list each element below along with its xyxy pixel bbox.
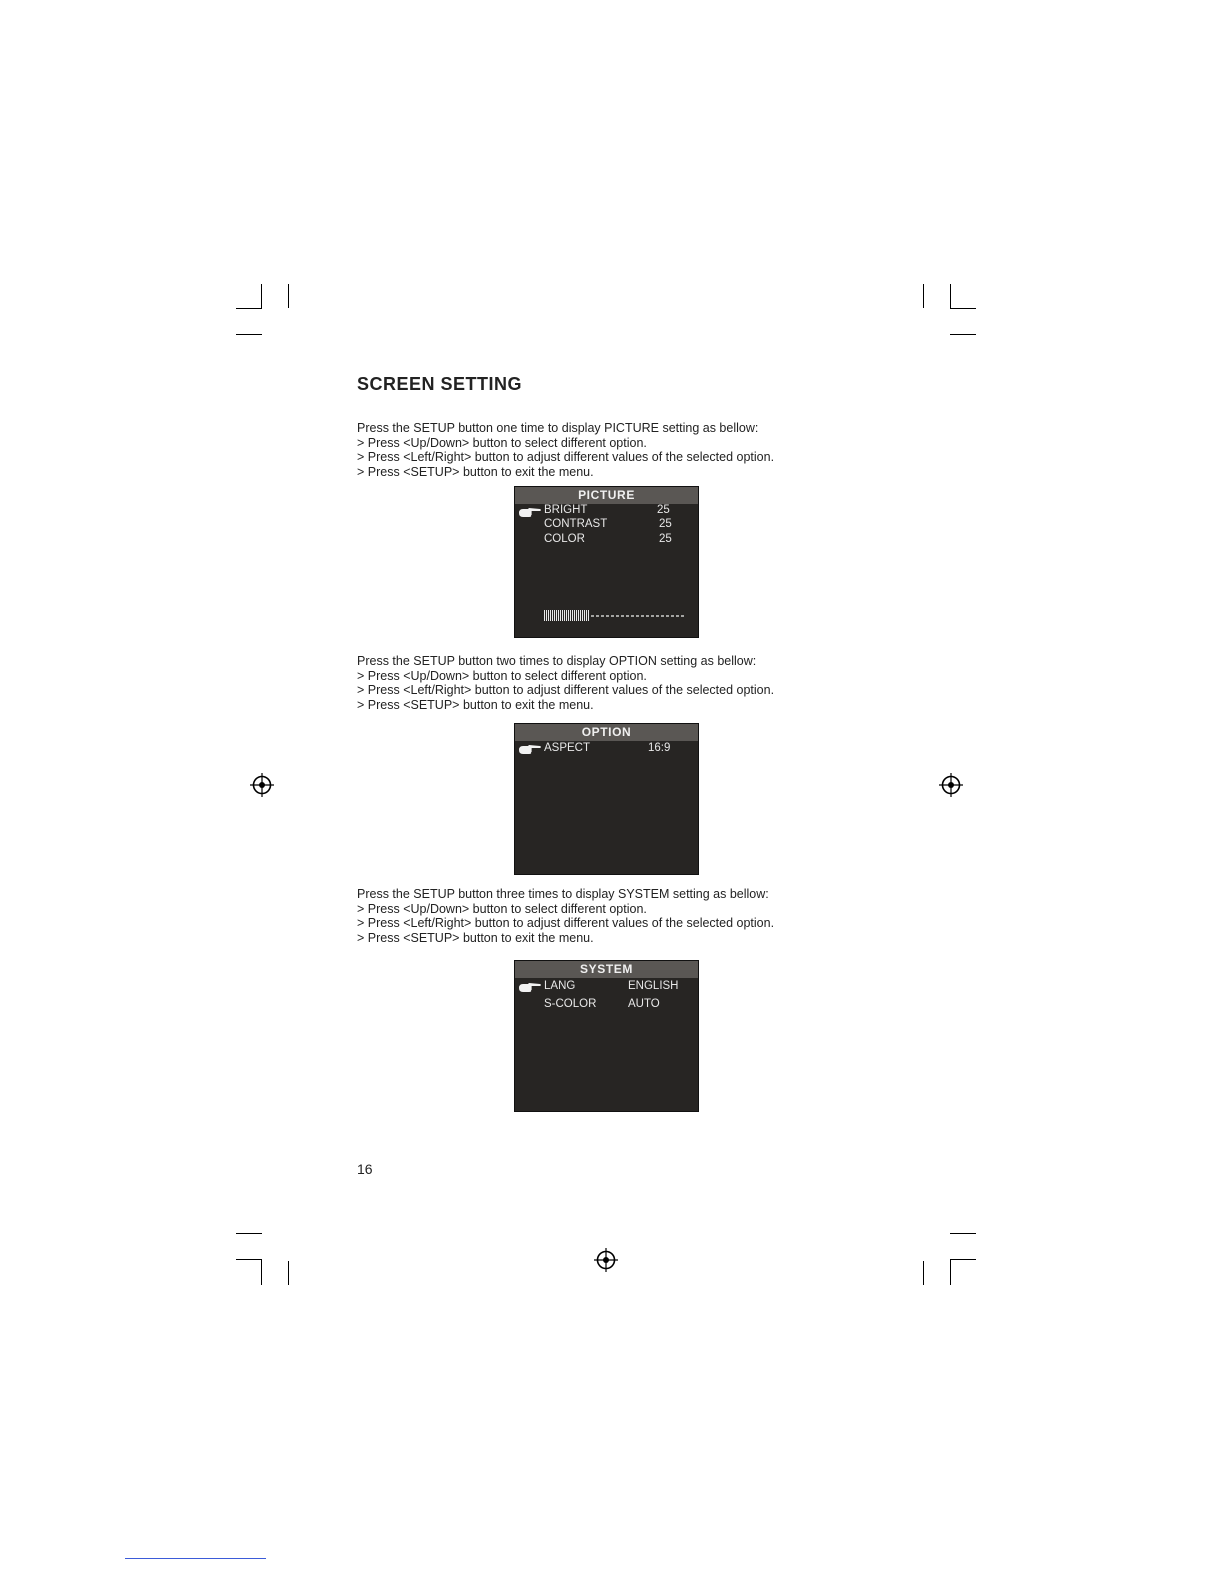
menu-value-contrast: 25	[659, 518, 672, 530]
instruction-line: > Press <Left/Right> button to adjust different values of the selected option.	[357, 916, 775, 931]
instruction-line: Press the SETUP button three times to display SYSTEM setting as bellow:	[357, 887, 769, 901]
menu-item-color: COLOR	[544, 533, 585, 545]
option-instructions	[357, 654, 774, 712]
menu-value-color: 25	[659, 533, 672, 545]
pointing-hand-icon	[518, 982, 542, 994]
instruction-line: > Press <SETUP> button to exit the menu.	[357, 464, 594, 479]
system-instructions	[357, 887, 774, 945]
picture-menu-screenshot	[514, 486, 699, 638]
menu-item-s-color: S-COLOR	[544, 998, 597, 1010]
menu-value-bright: 25	[657, 504, 670, 516]
menu-value-aspect: 16:9	[648, 742, 671, 754]
menu-item-lang: LANG	[544, 980, 576, 992]
registration-mark-right-icon	[938, 772, 964, 798]
menu-item-aspect: ASPECT	[544, 742, 591, 754]
pointing-hand-icon	[518, 744, 542, 756]
picture-instructions	[357, 421, 774, 479]
instruction-line: > Press <Up/Down> button to select different option.	[357, 668, 647, 683]
level-bar	[544, 609, 684, 622]
menu-value-s-color: AUTO	[628, 998, 660, 1010]
instruction-line: > Press <Left/Right> button to adjust different values of the selected option.	[357, 683, 775, 698]
pointing-hand-icon	[518, 507, 542, 519]
instruction-line: Press the SETUP button two times to display OPTION setting as bellow:	[357, 654, 757, 668]
page-number: 16	[357, 1161, 373, 1177]
instruction-line: > Press <Left/Right> button to adjust different values of the selected option.	[357, 450, 775, 465]
instruction-line: > Press <SETUP> button to exit the menu.	[357, 697, 594, 712]
system-menu-screenshot	[514, 960, 699, 1112]
menu-item-contrast: CONTRAST	[544, 518, 608, 530]
footer-rule	[125, 1558, 266, 1559]
menu-title: PICTURE	[515, 487, 698, 504]
instruction-line: > Press <SETUP> button to exit the menu.	[357, 930, 594, 945]
menu-item-bright: BRIGHT	[544, 504, 588, 516]
registration-mark-left-icon	[249, 772, 275, 798]
menu-title: SYSTEM	[515, 961, 698, 978]
instruction-line: Press the SETUP button one time to display PICTURE setting as bellow:	[357, 421, 759, 435]
option-menu-screenshot	[514, 723, 699, 875]
instruction-line: > Press <Up/Down> button to select different option.	[357, 901, 647, 916]
instruction-line: > Press <Up/Down> button to select different option.	[357, 435, 647, 450]
menu-value-lang: ENGLISH	[628, 980, 679, 992]
registration-mark-bottom-icon	[593, 1247, 619, 1273]
menu-title: OPTION	[515, 724, 698, 741]
page-title: SCREEN SETTING	[357, 374, 523, 394]
